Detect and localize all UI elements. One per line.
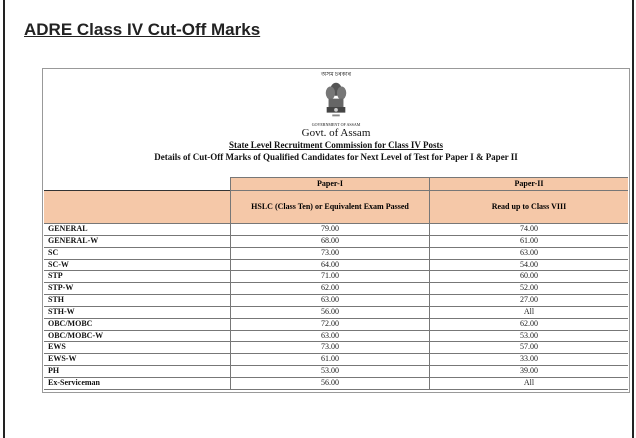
table-row — [44, 247, 628, 259]
paper-1-cutoff: 73.00 — [231, 342, 430, 354]
paper-1-cutoff: 73.00 — [231, 247, 430, 259]
category-cell: STH-W — [44, 306, 231, 318]
category-cell: SC-W — [44, 259, 231, 271]
paper-1-cutoff: 68.00 — [231, 235, 430, 247]
category-cell: EWS — [44, 342, 231, 354]
table-row — [44, 224, 628, 236]
ashoka-emblem-icon — [320, 80, 352, 121]
table-row — [44, 318, 628, 330]
paper-1-cutoff: 79.00 — [231, 224, 430, 236]
category-cell: EWS-W — [44, 354, 231, 366]
category-cell: SC — [44, 247, 231, 259]
paper-2-cutoff: 27.00 — [430, 295, 629, 307]
table-row — [44, 330, 628, 342]
paper-2-cutoff: 62.00 — [430, 318, 629, 330]
page-title: ADRE Class IV Cut-Off Marks — [24, 20, 261, 39]
paper-1-cutoff: 63.00 — [231, 295, 430, 307]
column-paper-2: Paper-II — [430, 178, 629, 191]
paper-2-cutoff: 57.00 — [430, 342, 629, 354]
table-row — [44, 354, 628, 366]
table-header-row — [44, 178, 628, 191]
commission-name: State Level Recruitment Commission for Class IV Posts — [229, 140, 443, 150]
paper-1-cutoff: 56.00 — [231, 377, 430, 389]
paper-2-cutoff: 53.00 — [430, 330, 629, 342]
paper-1-cutoff: 56.00 — [231, 306, 430, 318]
paper-2-cutoff: 61.00 — [430, 235, 629, 247]
document-subtitle: Details of Cut-Off Marks of Qualified Candidates for Next Level of Test for Paper I & Paper II — [154, 152, 518, 162]
paper-2-cutoff: 74.00 — [430, 224, 629, 236]
paper-2-cutoff: 39.00 — [430, 366, 629, 378]
paper-2-eligibility: Read up to Class VIII — [430, 191, 629, 224]
paper-2-cutoff: 33.00 — [430, 354, 629, 366]
category-cell: Ex-Serviceman — [44, 377, 231, 389]
column-paper-1: Paper-I — [231, 178, 430, 191]
paper-1-cutoff: 62.00 — [231, 283, 430, 295]
category-cell: OBC/MOBC-W — [44, 330, 231, 342]
category-cell: OBC/MOBC — [44, 318, 231, 330]
category-cell: GENERAL-W — [44, 235, 231, 247]
assamese-header: অসম চৰকাৰ — [321, 72, 351, 78]
paper-1-cutoff: 71.00 — [231, 271, 430, 283]
paper-2-cutoff: 54.00 — [430, 259, 629, 271]
paper-1-cutoff: 64.00 — [231, 259, 430, 271]
category-cell: PH — [44, 366, 231, 378]
table-row — [44, 306, 628, 318]
cutoff-document-image — [42, 68, 630, 393]
category-cell: STP-W — [44, 283, 231, 295]
cutoff-table — [44, 177, 628, 390]
table-row — [44, 271, 628, 283]
table-row — [44, 342, 628, 354]
table-row — [44, 259, 628, 271]
table-row — [44, 295, 628, 307]
paper-1-eligibility: HSLC (Class Ten) or Equivalent Exam Passed — [231, 191, 430, 224]
category-cell: GENERAL — [44, 224, 231, 236]
paper-1-cutoff: 63.00 — [231, 330, 430, 342]
table-row — [44, 235, 628, 247]
paper-1-cutoff: 72.00 — [231, 318, 430, 330]
category-cell: STH — [44, 295, 231, 307]
paper-1-cutoff: 53.00 — [231, 366, 430, 378]
table-row — [44, 366, 628, 378]
paper-2-cutoff: 52.00 — [430, 283, 629, 295]
paper-1-cutoff: 61.00 — [231, 354, 430, 366]
paper-2-cutoff: All — [430, 306, 629, 318]
paper-2-cutoff: 60.00 — [430, 271, 629, 283]
table-row — [44, 283, 628, 295]
emblem-caption: GOVERNMENT OF ASSAM — [311, 122, 361, 127]
paper-2-cutoff: 63.00 — [430, 247, 629, 259]
category-cell: STP — [44, 271, 231, 283]
table-row — [44, 377, 628, 389]
table-subheader-row — [44, 191, 628, 224]
govt-name: Govt. of Assam — [301, 127, 371, 139]
paper-2-cutoff: All — [430, 377, 629, 389]
